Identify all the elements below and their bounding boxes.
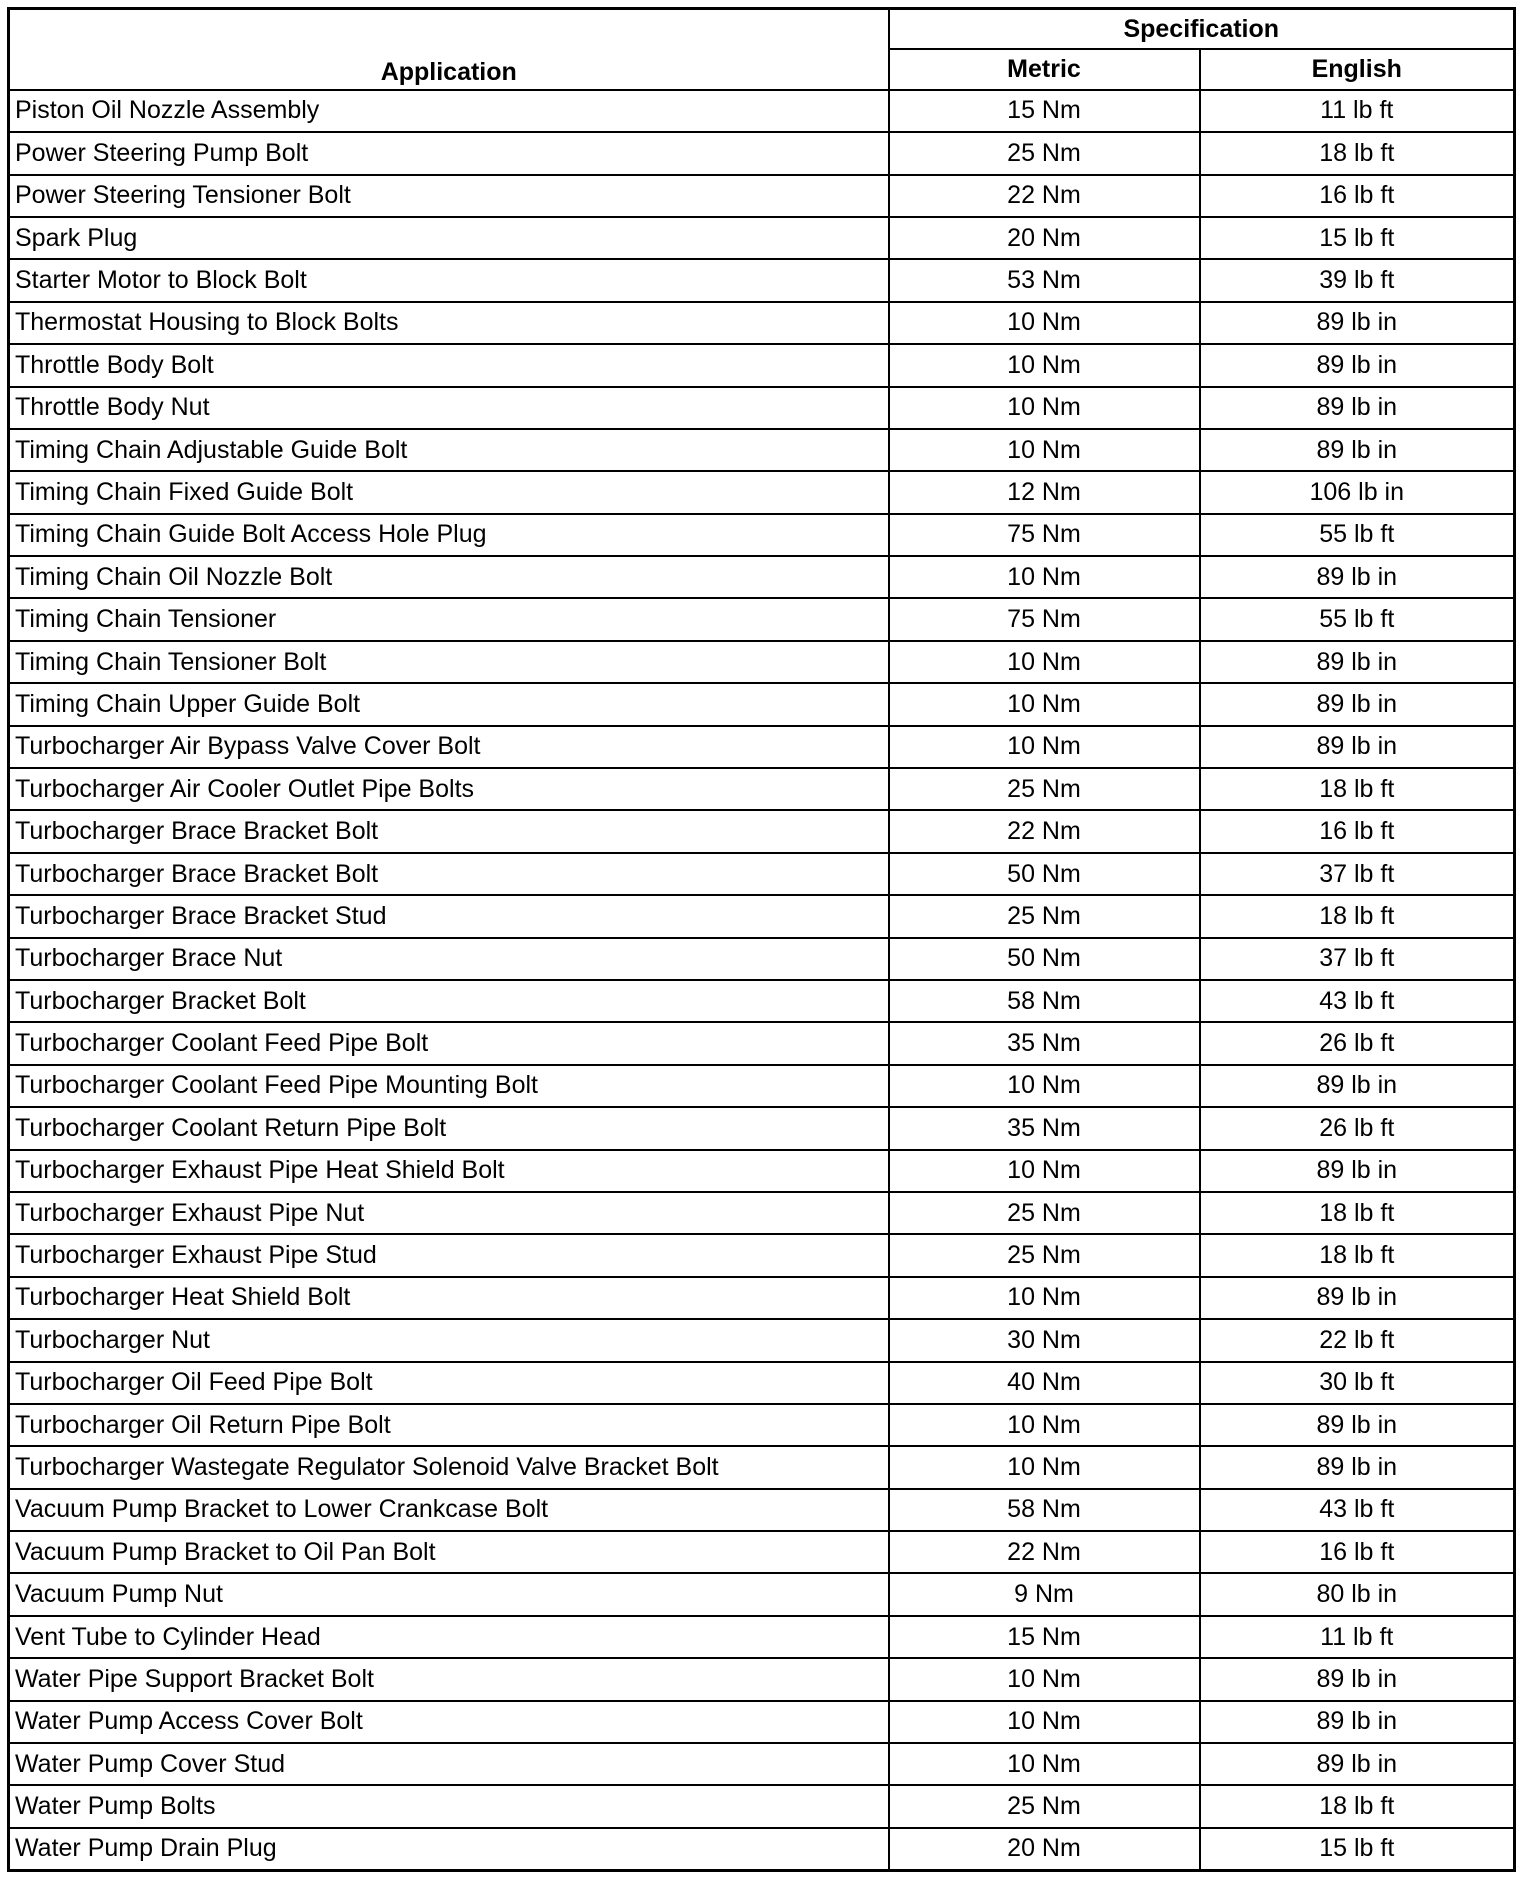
metric-cell: 10 Nm	[889, 1065, 1200, 1107]
table-row	[9, 1022, 1515, 1064]
english-cell: 15 lb ft	[1200, 1828, 1515, 1871]
english-cell: 26 lb ft	[1200, 1022, 1515, 1064]
english-cell: 89 lb in	[1200, 387, 1515, 429]
english-cell: 89 lb in	[1200, 429, 1515, 471]
metric-cell: 40 Nm	[889, 1362, 1200, 1404]
application-cell: Vacuum Pump Bracket to Oil Pan Bolt	[9, 1531, 889, 1573]
application-cell: Vent Tube to Cylinder Head	[9, 1616, 889, 1658]
metric-cell: 20 Nm	[889, 217, 1200, 259]
application-cell: Water Pump Bolts	[9, 1785, 889, 1827]
table-row	[9, 853, 1515, 895]
english-cell: 18 lb ft	[1200, 132, 1515, 174]
metric-cell: 22 Nm	[889, 1531, 1200, 1573]
table-row	[9, 641, 1515, 683]
application-cell: Power Steering Pump Bolt	[9, 132, 889, 174]
metric-cell: 35 Nm	[889, 1107, 1200, 1149]
english-cell: 89 lb in	[1200, 726, 1515, 768]
metric-cell: 35 Nm	[889, 1022, 1200, 1064]
metric-cell: 53 Nm	[889, 259, 1200, 301]
metric-cell: 10 Nm	[889, 683, 1200, 725]
metric-cell: 20 Nm	[889, 1828, 1200, 1871]
english-cell: 89 lb in	[1200, 1277, 1515, 1319]
table-row	[9, 387, 1515, 429]
metric-cell: 10 Nm	[889, 1446, 1200, 1488]
table-row	[9, 1234, 1515, 1276]
table-row	[9, 344, 1515, 386]
table-row	[9, 598, 1515, 640]
english-cell: 89 lb in	[1200, 302, 1515, 344]
table-row	[9, 1446, 1515, 1488]
metric-cell: 10 Nm	[889, 1701, 1200, 1743]
table-row	[9, 895, 1515, 937]
application-cell: Timing Chain Tensioner	[9, 598, 889, 640]
table-row	[9, 1616, 1515, 1658]
specification-group-header: Specification	[889, 9, 1515, 50]
table-row	[9, 810, 1515, 852]
application-cell: Timing Chain Guide Bolt Access Hole Plug	[9, 514, 889, 556]
metric-cell: 10 Nm	[889, 1150, 1200, 1192]
table-row	[9, 1701, 1515, 1743]
metric-cell: 50 Nm	[889, 938, 1200, 980]
english-cell: 89 lb in	[1200, 1743, 1515, 1785]
english-cell: 18 lb ft	[1200, 1192, 1515, 1234]
application-cell: Timing Chain Upper Guide Bolt	[9, 683, 889, 725]
table-row	[9, 1277, 1515, 1319]
application-cell: Turbocharger Nut	[9, 1319, 889, 1361]
metric-cell: 58 Nm	[889, 1489, 1200, 1531]
application-cell: Starter Motor to Block Bolt	[9, 259, 889, 301]
table-row	[9, 471, 1515, 513]
application-cell: Water Pump Access Cover Bolt	[9, 1701, 889, 1743]
metric-cell: 22 Nm	[889, 810, 1200, 852]
metric-cell: 10 Nm	[889, 387, 1200, 429]
table-row	[9, 1658, 1515, 1700]
english-cell: 80 lb in	[1200, 1573, 1515, 1615]
application-column-header: Application	[9, 9, 889, 90]
english-cell: 89 lb in	[1200, 1065, 1515, 1107]
table-row	[9, 1573, 1515, 1615]
table-row	[9, 132, 1515, 174]
english-cell: 89 lb in	[1200, 556, 1515, 598]
application-cell: Turbocharger Exhaust Pipe Heat Shield Bolt	[9, 1150, 889, 1192]
table-row	[9, 1828, 1515, 1871]
application-cell: Turbocharger Brace Bracket Stud	[9, 895, 889, 937]
table-row	[9, 1785, 1515, 1827]
table-row	[9, 1531, 1515, 1573]
metric-cell: 15 Nm	[889, 90, 1200, 132]
application-cell: Turbocharger Coolant Return Pipe Bolt	[9, 1107, 889, 1149]
application-cell: Turbocharger Exhaust Pipe Nut	[9, 1192, 889, 1234]
application-cell: Timing Chain Adjustable Guide Bolt	[9, 429, 889, 471]
metric-cell: 25 Nm	[889, 1234, 1200, 1276]
application-cell: Water Pipe Support Bracket Bolt	[9, 1658, 889, 1700]
application-cell: Thermostat Housing to Block Bolts	[9, 302, 889, 344]
metric-cell: 25 Nm	[889, 768, 1200, 810]
english-cell: 89 lb in	[1200, 683, 1515, 725]
application-cell: Spark Plug	[9, 217, 889, 259]
table-row	[9, 726, 1515, 768]
english-cell: 16 lb ft	[1200, 175, 1515, 217]
application-cell: Timing Chain Fixed Guide Bolt	[9, 471, 889, 513]
application-cell: Throttle Body Bolt	[9, 344, 889, 386]
metric-cell: 9 Nm	[889, 1573, 1200, 1615]
application-cell: Turbocharger Exhaust Pipe Stud	[9, 1234, 889, 1276]
table-row	[9, 217, 1515, 259]
application-cell: Water Pump Drain Plug	[9, 1828, 889, 1871]
table-row	[9, 514, 1515, 556]
metric-cell: 15 Nm	[889, 1616, 1200, 1658]
table-row	[9, 175, 1515, 217]
metric-cell: 12 Nm	[889, 471, 1200, 513]
english-cell: 89 lb in	[1200, 1150, 1515, 1192]
application-cell: Turbocharger Oil Feed Pipe Bolt	[9, 1362, 889, 1404]
metric-cell: 10 Nm	[889, 344, 1200, 386]
english-cell: 43 lb ft	[1200, 980, 1515, 1022]
table-row	[9, 1192, 1515, 1234]
table-body	[9, 90, 1515, 1871]
application-cell: Vacuum Pump Nut	[9, 1573, 889, 1615]
english-cell: 30 lb ft	[1200, 1362, 1515, 1404]
english-cell: 89 lb in	[1200, 1446, 1515, 1488]
table-row	[9, 1150, 1515, 1192]
english-cell: 55 lb ft	[1200, 598, 1515, 640]
english-cell: 18 lb ft	[1200, 1785, 1515, 1827]
english-cell: 37 lb ft	[1200, 938, 1515, 980]
application-cell: Power Steering Tensioner Bolt	[9, 175, 889, 217]
torque-spec-table-container	[7, 7, 1516, 1872]
english-cell: 89 lb in	[1200, 1701, 1515, 1743]
metric-cell: 10 Nm	[889, 429, 1200, 471]
table-row	[9, 1489, 1515, 1531]
metric-cell: 25 Nm	[889, 895, 1200, 937]
torque-spec-table	[7, 7, 1516, 1872]
application-cell: Turbocharger Coolant Feed Pipe Mounting Bolt	[9, 1065, 889, 1107]
english-cell: 18 lb ft	[1200, 1234, 1515, 1276]
table-row	[9, 1404, 1515, 1446]
metric-cell: 58 Nm	[889, 980, 1200, 1022]
application-cell: Turbocharger Wastegate Regulator Solenoid Valve Bracket Bolt	[9, 1446, 889, 1488]
table-row	[9, 429, 1515, 471]
metric-cell: 10 Nm	[889, 1404, 1200, 1446]
english-cell: 89 lb in	[1200, 1658, 1515, 1700]
application-cell: Water Pump Cover Stud	[9, 1743, 889, 1785]
metric-cell: 25 Nm	[889, 1192, 1200, 1234]
metric-cell: 75 Nm	[889, 514, 1200, 556]
english-cell: 15 lb ft	[1200, 217, 1515, 259]
application-cell: Turbocharger Brace Bracket Bolt	[9, 810, 889, 852]
application-cell: Turbocharger Air Cooler Outlet Pipe Bolts	[9, 768, 889, 810]
metric-cell: 22 Nm	[889, 175, 1200, 217]
english-cell: 18 lb ft	[1200, 895, 1515, 937]
english-cell: 89 lb in	[1200, 344, 1515, 386]
application-cell: Timing Chain Tensioner Bolt	[9, 641, 889, 683]
table-row	[9, 768, 1515, 810]
table-row	[9, 302, 1515, 344]
metric-cell: 50 Nm	[889, 853, 1200, 895]
table-row	[9, 1107, 1515, 1149]
metric-cell: 10 Nm	[889, 726, 1200, 768]
table-row	[9, 1743, 1515, 1785]
table-row	[9, 683, 1515, 725]
metric-cell: 10 Nm	[889, 641, 1200, 683]
metric-cell: 25 Nm	[889, 1785, 1200, 1827]
english-cell: 37 lb ft	[1200, 853, 1515, 895]
table-row	[9, 90, 1515, 132]
application-cell: Turbocharger Bracket Bolt	[9, 980, 889, 1022]
metric-cell: 10 Nm	[889, 1277, 1200, 1319]
english-cell: 16 lb ft	[1200, 1531, 1515, 1573]
application-cell: Piston Oil Nozzle Assembly	[9, 90, 889, 132]
english-cell: 106 lb in	[1200, 471, 1515, 513]
application-cell: Turbocharger Brace Bracket Bolt	[9, 853, 889, 895]
table-row	[9, 556, 1515, 598]
english-cell: 26 lb ft	[1200, 1107, 1515, 1149]
application-cell: Turbocharger Heat Shield Bolt	[9, 1277, 889, 1319]
metric-cell: 10 Nm	[889, 1743, 1200, 1785]
table-row	[9, 1065, 1515, 1107]
english-cell: 89 lb in	[1200, 641, 1515, 683]
application-cell: Timing Chain Oil Nozzle Bolt	[9, 556, 889, 598]
metric-cell: 75 Nm	[889, 598, 1200, 640]
metric-cell: 25 Nm	[889, 132, 1200, 174]
english-cell: 11 lb ft	[1200, 1616, 1515, 1658]
table-row	[9, 980, 1515, 1022]
table-row	[9, 1362, 1515, 1404]
application-cell: Turbocharger Brace Nut	[9, 938, 889, 980]
english-cell: 89 lb in	[1200, 1404, 1515, 1446]
metric-cell: 10 Nm	[889, 1658, 1200, 1700]
table-row	[9, 938, 1515, 980]
english-cell: 11 lb ft	[1200, 90, 1515, 132]
table-row	[9, 1319, 1515, 1361]
english-cell: 43 lb ft	[1200, 1489, 1515, 1531]
application-cell: Turbocharger Coolant Feed Pipe Bolt	[9, 1022, 889, 1064]
application-cell: Vacuum Pump Bracket to Lower Crankcase Bolt	[9, 1489, 889, 1531]
application-cell: Turbocharger Oil Return Pipe Bolt	[9, 1404, 889, 1446]
application-cell: Throttle Body Nut	[9, 387, 889, 429]
metric-cell: 10 Nm	[889, 556, 1200, 598]
english-column-header: English	[1200, 49, 1515, 89]
english-cell: 39 lb ft	[1200, 259, 1515, 301]
table-header	[9, 9, 1515, 90]
metric-column-header: Metric	[889, 49, 1200, 89]
application-cell: Turbocharger Air Bypass Valve Cover Bolt	[9, 726, 889, 768]
english-cell: 55 lb ft	[1200, 514, 1515, 556]
english-cell: 22 lb ft	[1200, 1319, 1515, 1361]
metric-cell: 10 Nm	[889, 302, 1200, 344]
table-row	[9, 259, 1515, 301]
metric-cell: 30 Nm	[889, 1319, 1200, 1361]
english-cell: 16 lb ft	[1200, 810, 1515, 852]
english-cell: 18 lb ft	[1200, 768, 1515, 810]
